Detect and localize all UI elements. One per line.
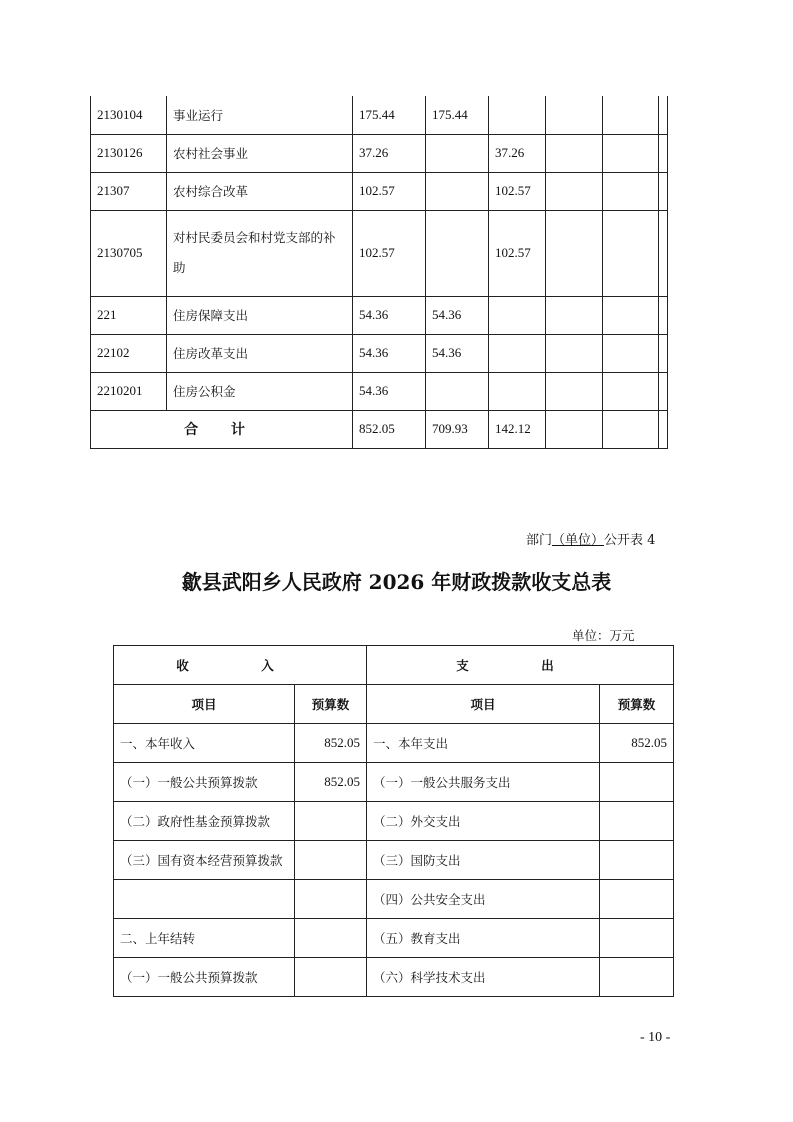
total-value: 102.57 (353, 210, 426, 296)
out-item-cell: （三）国防支出 (367, 841, 600, 880)
in-val-cell: 852.05 (295, 763, 367, 802)
out-item-cell: 一、本年支出 (367, 724, 600, 763)
category-name: 住房保障支出 (167, 296, 353, 334)
empty-cell (659, 172, 668, 210)
basic-value (426, 172, 489, 210)
out-val-cell (600, 802, 674, 841)
empty-cell (546, 134, 603, 172)
table-row (114, 802, 674, 841)
income-budget-header: 预算数 (295, 685, 367, 724)
total-total-value: 852.05 (353, 410, 426, 448)
total-value: 54.36 (353, 372, 426, 410)
total-value: 37.26 (353, 134, 426, 172)
table-row (114, 880, 674, 919)
table-row (91, 210, 668, 296)
project-value (489, 372, 546, 410)
empty-cell (603, 96, 659, 134)
in-val-cell (295, 880, 367, 919)
in-item-cell: （一）一般公共预算拨款 (114, 958, 295, 997)
empty-cell (659, 296, 668, 334)
income-item-header: 项目 (114, 685, 295, 724)
table-row (91, 334, 668, 372)
out-item-cell: （四）公共安全支出 (367, 880, 600, 919)
in-val-cell (295, 919, 367, 958)
total-value: 54.36 (353, 296, 426, 334)
empty-cell (546, 172, 603, 210)
out-val-cell (600, 880, 674, 919)
in-val-cell (295, 802, 367, 841)
category-code: 2210201 (91, 372, 167, 410)
category-code: 2130705 (91, 210, 167, 296)
expenditure-detail-table (90, 96, 668, 449)
table-row (114, 958, 674, 997)
category-name: 农村综合改革 (167, 172, 353, 210)
out-val-cell: 852.05 (600, 724, 674, 763)
out-item-cell: （六）科学技术支出 (367, 958, 600, 997)
total-value: 54.36 (353, 334, 426, 372)
in-item-cell: 一、本年收入 (114, 724, 295, 763)
table-row (91, 372, 668, 410)
empty-cell (659, 134, 668, 172)
expense-budget-header: 预算数 (600, 685, 674, 724)
empty-cell (659, 210, 668, 296)
empty-cell (659, 410, 668, 448)
project-value: 102.57 (489, 210, 546, 296)
project-value (489, 296, 546, 334)
out-val-cell (600, 958, 674, 997)
project-value (489, 334, 546, 372)
expense-header: 支 出 (367, 646, 674, 685)
page-title: 歙县武阳乡人民政府 2026 年财政拨款收支总表 (181, 570, 612, 594)
in-item-cell: （三）国有资本经营预算拨款 (114, 841, 295, 880)
in-item-cell (114, 880, 295, 919)
in-item-cell: （一）一般公共预算拨款 (114, 763, 295, 802)
table-row (91, 296, 668, 334)
out-val-cell (600, 763, 674, 802)
empty-cell (603, 172, 659, 210)
out-val-cell (600, 919, 674, 958)
total-value: 175.44 (353, 96, 426, 134)
empty-cell (546, 372, 603, 410)
total-row (91, 410, 668, 448)
out-item-cell: （五）教育支出 (367, 919, 600, 958)
empty-cell (546, 296, 603, 334)
basic-value: 54.36 (426, 296, 489, 334)
empty-cell (603, 134, 659, 172)
category-code: 21307 (91, 172, 167, 210)
empty-cell (603, 410, 659, 448)
unit-label: 单位：万元 (572, 628, 635, 643)
basic-value: 175.44 (426, 96, 489, 134)
table-row (91, 134, 668, 172)
expense-item-header: 项目 (367, 685, 600, 724)
project-value: 102.57 (489, 172, 546, 210)
project-value (489, 96, 546, 134)
basic-value: 54.36 (426, 334, 489, 372)
fiscal-summary-table (113, 645, 674, 997)
empty-cell (546, 210, 603, 296)
empty-cell (603, 210, 659, 296)
total-basic-value: 709.93 (426, 410, 489, 448)
empty-cell (659, 372, 668, 410)
out-item-cell: （一）一般公共服务支出 (367, 763, 600, 802)
table-row (114, 919, 674, 958)
out-item-cell: （二）外交支出 (367, 802, 600, 841)
table-number-label: 部门（单位）公开表 4 (526, 533, 656, 548)
category-name: 住房公积金 (167, 372, 353, 410)
empty-cell (603, 296, 659, 334)
table-row (114, 841, 674, 880)
basic-value (426, 372, 489, 410)
empty-cell (546, 96, 603, 134)
category-code: 221 (91, 296, 167, 334)
table-row (114, 763, 674, 802)
table-row (114, 724, 674, 763)
empty-cell (603, 372, 659, 410)
category-code: 2130126 (91, 134, 167, 172)
basic-value (426, 210, 489, 296)
total-label: 合 计 (91, 410, 353, 448)
total-value: 102.57 (353, 172, 426, 210)
in-val-cell (295, 841, 367, 880)
empty-cell (546, 410, 603, 448)
income-header: 收 入 (114, 646, 367, 685)
table-row (91, 172, 668, 210)
category-name: 对村民委员会和村党支部的补助 (167, 210, 353, 296)
table-row (91, 96, 668, 134)
category-name: 农村社会事业 (167, 134, 353, 172)
category-name: 事业运行 (167, 96, 353, 134)
category-code: 22102 (91, 334, 167, 372)
in-item-cell: （二）政府性基金预算拨款 (114, 802, 295, 841)
out-val-cell (600, 841, 674, 880)
empty-cell (659, 334, 668, 372)
in-val-cell (295, 958, 367, 997)
category-code: 2130104 (91, 96, 167, 134)
total-project-value: 142.12 (489, 410, 546, 448)
in-val-cell: 852.05 (295, 724, 367, 763)
empty-cell (659, 96, 668, 134)
in-item-cell: 二、上年结转 (114, 919, 295, 958)
empty-cell (603, 334, 659, 372)
basic-value (426, 134, 489, 172)
empty-cell (546, 334, 603, 372)
project-value: 37.26 (489, 134, 546, 172)
category-name: 住房改革支出 (167, 334, 353, 372)
page-number: - 10 - (640, 1030, 671, 1045)
